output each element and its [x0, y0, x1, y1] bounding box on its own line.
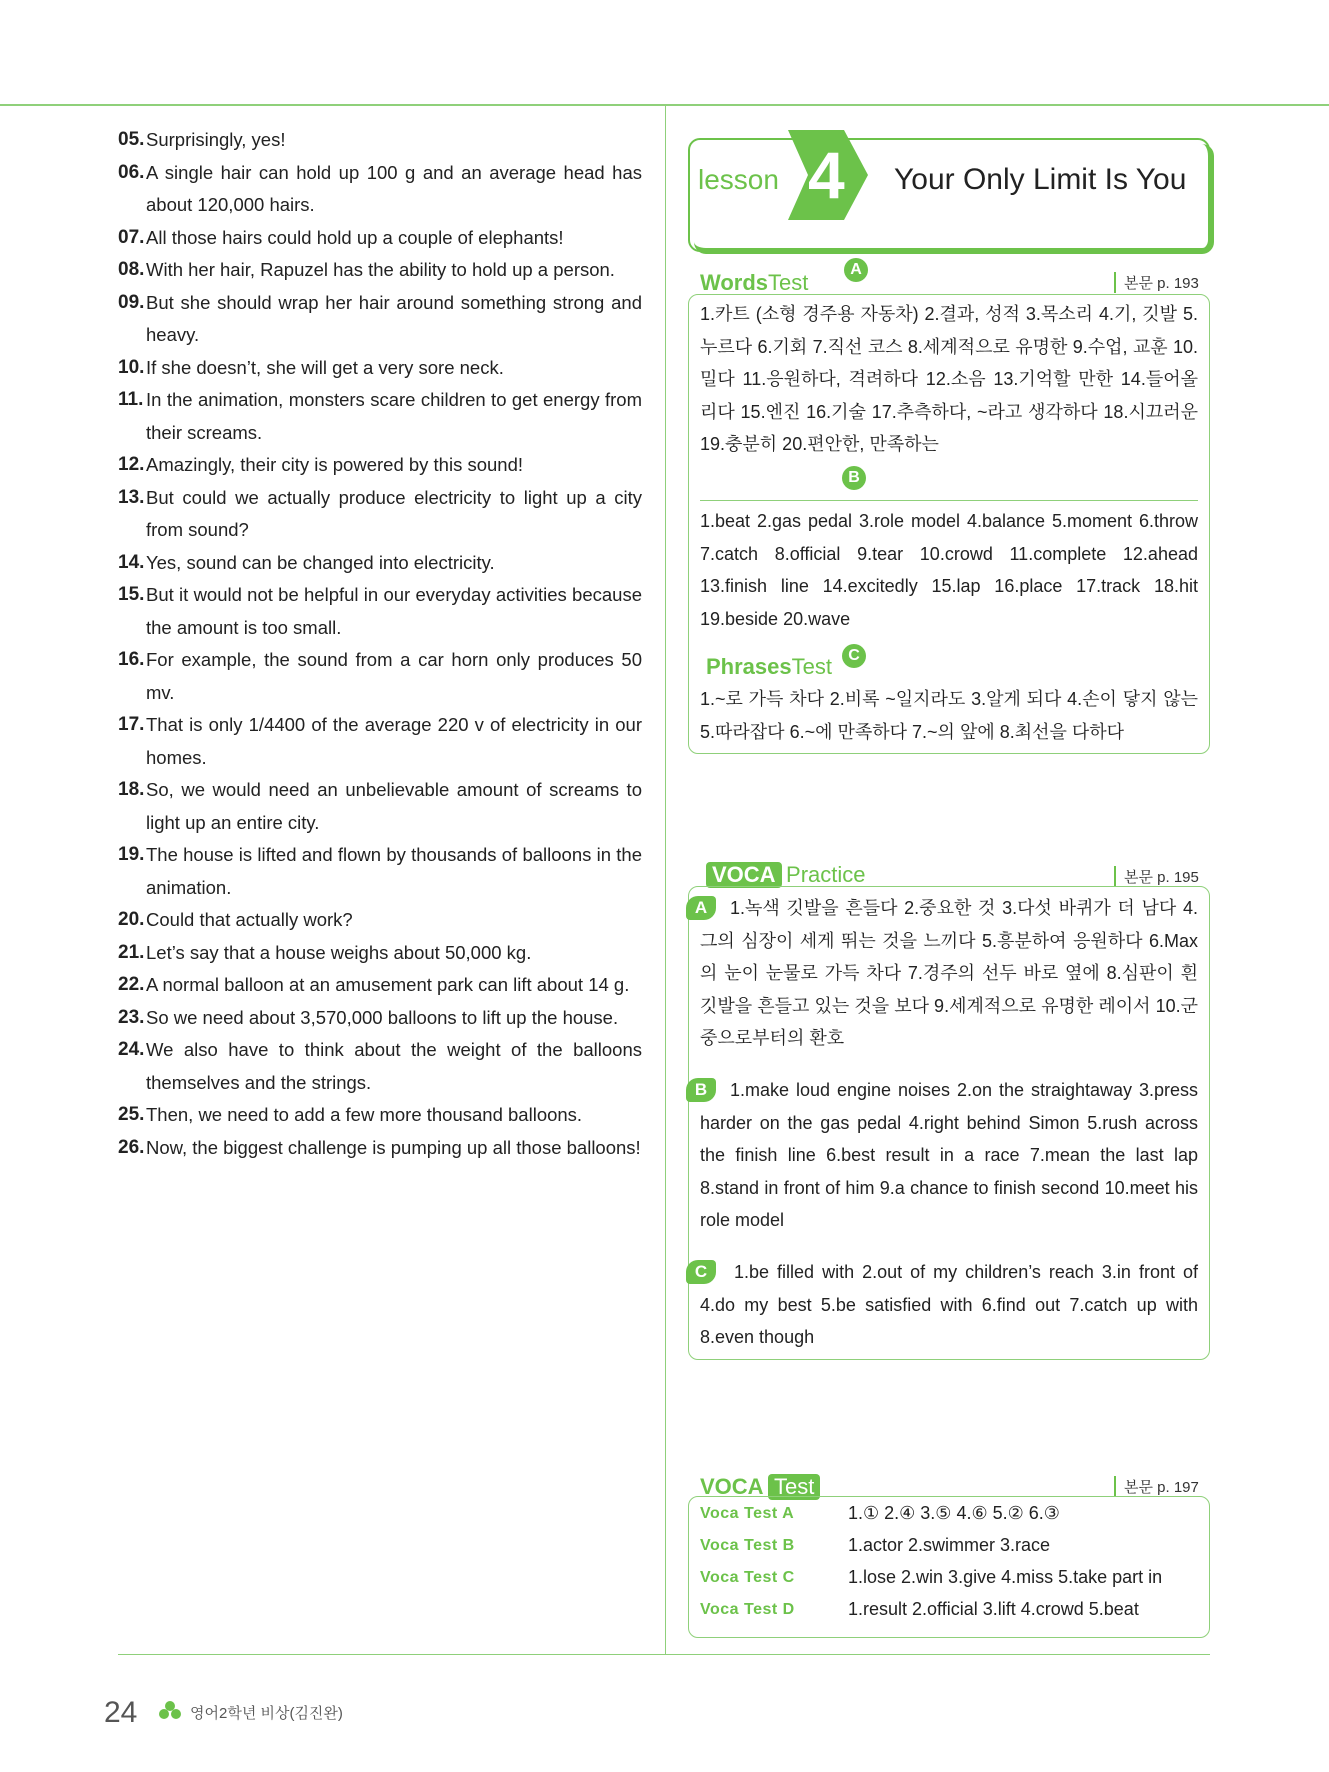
sentence-item [118, 124, 642, 157]
sentence-number: 13. [118, 486, 145, 508]
sentence-text: Then, we need to add a few more thousand balloons. [146, 1104, 583, 1125]
sentence-number: 15. [118, 584, 145, 605]
sentence-text: Now, the biggest challenge is pumping up all those balloons! [146, 1136, 641, 1158]
voca-practice-word: Practice [786, 862, 866, 887]
words-test-ref: 본문 p. 193 [1114, 272, 1199, 293]
sentence-number: 08. [118, 259, 145, 280]
sentence-item [118, 774, 642, 839]
sentence-item [118, 969, 642, 1002]
voca-test-answers: 1.① 2.④ 3.⑤ 4.⑥ 5.② 6.③ [848, 1503, 1060, 1523]
voca-test-pill: VOCA [700, 1474, 764, 1499]
sentence-text: A single hair can hold up 100 g and an average head has about 120,000 hairs. [146, 161, 642, 215]
sentence-item [118, 1034, 642, 1099]
sentence-number: 06. [118, 161, 145, 183]
words-test-separator [700, 500, 1198, 501]
sentence-number: 10. [118, 356, 145, 378]
sentence-number: 17. [118, 714, 145, 735]
voca-test-answers: 1.result 2.official 3.lift 4.crowd 5.beat [848, 1599, 1139, 1619]
sentence-number: 14. [118, 551, 145, 573]
sentence-text: The house is lifted and flown by thousands of balloons in the animation. [146, 844, 642, 898]
sentence-number: 19. [118, 844, 145, 865]
voca-practice-tag-b: B [686, 1078, 716, 1102]
voca-test-label: Voca Test D [700, 1601, 795, 1618]
sentence-item [118, 157, 642, 222]
sentence-text: So we need about 3,570,000 balloons to lift up the house. [146, 1006, 619, 1028]
sentence-text: With her hair, Rapuzel has the ability to hold up a person. [146, 259, 615, 280]
sentence-item [118, 644, 642, 709]
sentence-text: But she should wrap her hair around something strong and heavy. [146, 291, 642, 345]
voca-test-label: Voca Test A [700, 1505, 795, 1522]
sentence-item [118, 384, 642, 449]
lesson-title: Your Only Limit Is You [894, 163, 1187, 196]
words-test-title-bold: Words [700, 270, 769, 295]
voca-practice-a-text: 1.녹색 깃발을 흔들다 2.중요한 것 3.다섯 바퀴가 더 남다 4.그의 심장이 세게 뛰는 것을 느끼다 5.흥분하여 응원하다 6.Max의 눈이 눈물로 가득 차다 7.경주의 선두 바로 옆에 8.심판이 흰 깃발을 흔들고 있는 것을 보다 9.세계적으로 유명한 레이서 10.군중으로부터의 환호 [700, 898, 1198, 1048]
voca-test-answers: 1.lose 2.win 3.give 4.miss 5.take part in [848, 1567, 1163, 1587]
sentence-number: 05. [118, 129, 145, 150]
words-test-title-light: Test [768, 270, 809, 295]
voca-practice-ref: 본문 p. 195 [1114, 866, 1199, 887]
marker-c: C [842, 644, 866, 668]
sentence-text: Yes, sound can be changed into electricity. [146, 551, 495, 573]
voca-practice-tag-a: A [686, 896, 716, 920]
sentence-text: That is only 1/4400 of the average 220 v of electricity in our homes. [146, 714, 642, 768]
sentence-number: 09. [118, 291, 145, 313]
sentence-text: Could that actually work? [146, 909, 353, 930]
sentence-item [118, 579, 642, 644]
phrases-test-title [706, 654, 832, 680]
sentence-number: 23. [118, 1006, 145, 1028]
sentence-number: 26. [118, 1136, 145, 1158]
sentence-number: 18. [118, 779, 145, 800]
sentence-text: Surprisingly, yes! [146, 129, 286, 150]
lesson-word: lesson [698, 164, 779, 195]
voca-test-answers: 1.actor 2.swimmer 3.race [848, 1535, 1051, 1555]
sentence-text: We also have to think about the weight of the balloons themselves and the strings. [146, 1039, 642, 1093]
sentence-number: 22. [118, 974, 145, 995]
sentence-item [118, 449, 642, 482]
sentence-number: 24. [118, 1039, 145, 1060]
voca-practice-pill: VOCA [706, 862, 782, 888]
voca-practice-c-text: 1.be filled with 2.out of my children’s reach 3.in front of 4.do my best 5.be satisfied with 6.find out 7.catch up with 8.even though [700, 1262, 1198, 1347]
voca-practice-tag-c: C [686, 1260, 716, 1284]
sentence-item [118, 937, 642, 970]
sentence-text: In the animation, monsters scare children to get energy from their screams. [146, 389, 642, 443]
sentence-text: But could we actually produce electricity to light up a city from sound? [146, 486, 642, 540]
voca-practice-title [706, 862, 866, 888]
sentence-item [118, 352, 642, 385]
sentence-text: If she doesn’t, she will get a very sore neck. [146, 356, 504, 378]
sentence-text: So, we would need an unbelievable amount of screams to light up an entire city. [146, 779, 642, 833]
sentence-text: For example, the sound from a car horn only produces 50 mv. [146, 649, 642, 703]
page-number: 24 [104, 1696, 138, 1729]
sentence-item [118, 1132, 642, 1165]
sentence-text: A normal balloon at an amusement park can lift about 14 g. [146, 974, 630, 995]
sentence-text: Let’s say that a house weighs about 50,000 kg. [146, 941, 532, 963]
sentence-item [118, 254, 642, 287]
sentence-number: 20. [118, 909, 145, 930]
sentence-item [118, 482, 642, 547]
sentence-text: But it would not be helpful in our everyday activities because the amount is too small. [146, 584, 642, 638]
marker-a: A [844, 258, 868, 282]
words-test-a-text: 1.카트 (소형 경주용 자동차) 2.결과, 성적 3.목소리 4.기, 깃발 5.누르다 6.기회 7.직선 코스 8.세계적으로 유명한 9.수업, 교훈 10.밀다 11.응원하다, 격려하다 12.소음 13.기억할 만한 14.들어올리다 15.엔진 16.기술 17.추측하다, ~라고 생각하다 18.시끄러운 19.충분히 20.편안한, 만족하는 [700, 304, 1198, 454]
phrases-test-title-light: Test [791, 654, 832, 679]
phrases-test-title-bold: Phrases [706, 654, 792, 679]
marker-b: B [842, 466, 866, 490]
sentence-item [118, 839, 642, 904]
sentence-number: 21. [118, 941, 145, 963]
sentence-text: All those hairs could hold up a couple of elephants! [146, 226, 564, 248]
column-divider [665, 106, 666, 1654]
voca-practice-b-text: 1.make loud engine noises 2.on the straightaway 3.press harder on the gas pedal 4.right behind Simon 5.rush across the finish line 6.best result in a race 7.mean the last lap 8.stand in front of him 9.a chance to finish second 10.meet his role model [700, 1080, 1198, 1230]
sentence-item [118, 904, 642, 937]
sentence-number: 16. [118, 649, 145, 670]
voca-test-label: Voca Test C [700, 1569, 795, 1586]
lesson-number: 4 [808, 138, 845, 212]
phrases-test-text: 1.~로 가득 차다 2.비록 ~일지라도 3.알게 되다 4.손이 닿지 않는 5.따라잡다 6.~에 만족하다 7.~의 앞에 8.최선을 다하다 [700, 689, 1198, 742]
sentence-item [118, 709, 642, 774]
bottom-rule [118, 1654, 1210, 1655]
sentence-item [118, 547, 642, 580]
sentence-list [118, 124, 642, 1164]
words-test-b-text: 1.beat 2.gas pedal 3.role model 4.balance 5.moment 6.throw 7.catch 8.official 9.tear 10.crowd 11.complete 12.ahead 13.finish line 14.excitedly 15.lap 16.place 17.track 18.hit 19.beside 20.wave [700, 511, 1198, 629]
sentence-item [118, 222, 642, 255]
sentence-number: 25. [118, 1104, 145, 1125]
book-title: 영어2학년 비상(김진완) [190, 1705, 343, 1722]
sentence-item [118, 287, 642, 352]
sentence-number: 12. [118, 454, 145, 475]
sentence-text: Amazingly, their city is powered by this sound! [146, 454, 524, 475]
voca-test-ref: 본문 p. 197 [1114, 1476, 1199, 1497]
sentence-item [118, 1002, 642, 1035]
words-test-title [700, 270, 808, 296]
sentence-number: 07. [118, 226, 145, 248]
voca-test-label: Voca Test B [700, 1537, 795, 1554]
sentence-number: 11. [118, 389, 144, 410]
voca-test-word: Test [768, 1474, 820, 1500]
clover-icon [158, 1700, 182, 1724]
sentence-item [118, 1099, 642, 1132]
